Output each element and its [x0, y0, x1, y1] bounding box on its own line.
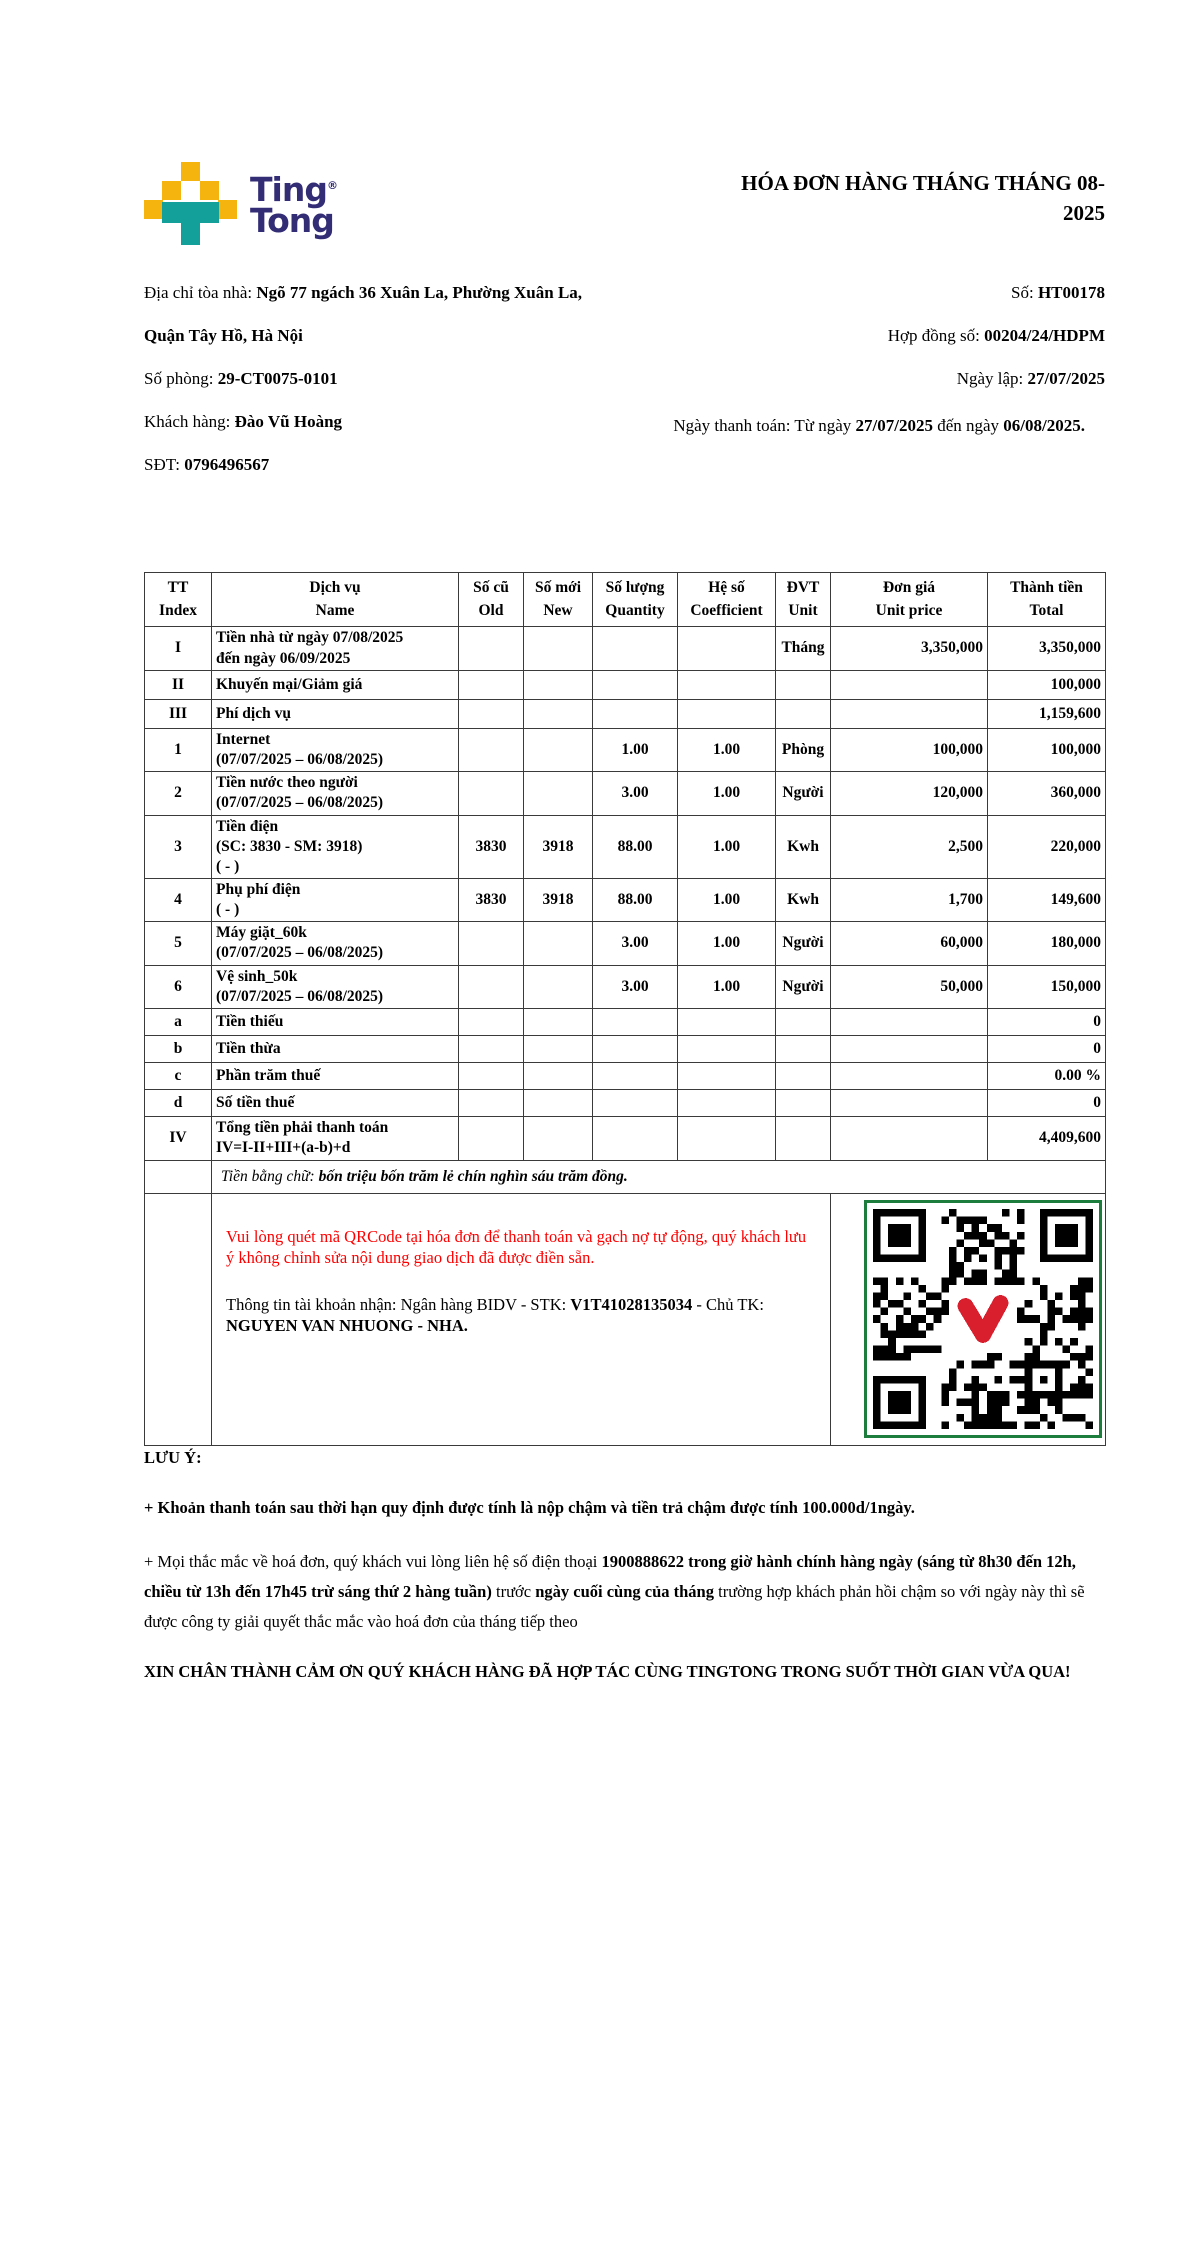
- cell: c: [145, 1062, 212, 1089]
- table-row: [145, 965, 1106, 1008]
- cell: 1.00: [678, 772, 776, 815]
- cell: 6: [145, 965, 212, 1008]
- cell: [776, 1062, 831, 1089]
- cell: [524, 627, 593, 671]
- qr-instruction-text: Vui lòng quét mã QRCode tại hóa đơn để thanh toán và gạch nợ tự động, quý khách lưu ý không chỉnh sửa nội dung giao dịch đã được điền sẵn.: [226, 1226, 807, 1268]
- cell: [524, 1089, 593, 1116]
- cell: Người: [776, 772, 831, 815]
- cell: [593, 627, 678, 671]
- room-line: Số phòng: 29-CT0075-0101: [144, 369, 338, 388]
- cell: [678, 700, 776, 729]
- cell: 3918: [524, 878, 593, 921]
- cell: [145, 1160, 212, 1193]
- cell: [776, 671, 831, 700]
- cell: [459, 671, 524, 700]
- cell: [831, 1035, 988, 1062]
- cell: IV: [145, 1116, 212, 1160]
- cell: [459, 1008, 524, 1035]
- cell: Vệ sinh_50k (07/07/2025 – 06/08/2025): [212, 965, 459, 1008]
- cell: 1,700: [831, 878, 988, 921]
- table-row: [145, 1008, 1106, 1035]
- cell: 0: [988, 1089, 1106, 1116]
- cell: 88.00: [593, 878, 678, 921]
- cell: [678, 1008, 776, 1035]
- table-row: [145, 772, 1106, 815]
- cell: 50,000: [831, 965, 988, 1008]
- cell: Tổng tiền phải thanh toán IV=I-II+III+(a-b)+d: [212, 1116, 459, 1160]
- header-cell: ĐVT Unit: [776, 573, 831, 627]
- cell: Phí dịch vụ: [212, 700, 459, 729]
- cell: [145, 1193, 212, 1445]
- cell: 1.00: [593, 729, 678, 772]
- cell: 3,350,000: [988, 627, 1106, 671]
- cell: Tiền nước theo người (07/07/2025 – 06/08/2025): [212, 772, 459, 815]
- cell: [831, 1062, 988, 1089]
- cell: [831, 1116, 988, 1160]
- cell: Tiền thừa: [212, 1035, 459, 1062]
- header-cell: Số cũ Old: [459, 573, 524, 627]
- cell: [593, 1062, 678, 1089]
- brand-word-tong: Tong: [250, 201, 334, 241]
- cell: [524, 772, 593, 815]
- cell: [678, 1089, 776, 1116]
- cell: [459, 729, 524, 772]
- cell: [831, 1008, 988, 1035]
- cell: [678, 1035, 776, 1062]
- cell: [831, 700, 988, 729]
- qr-row: [145, 1193, 1106, 1445]
- cell: 120,000: [831, 772, 988, 815]
- brand-logo: [144, 160, 338, 252]
- cell: [776, 1116, 831, 1160]
- cell: 4: [145, 878, 212, 921]
- cell: 1.00: [678, 815, 776, 878]
- invoice-title: [545, 168, 1105, 229]
- cell: 1.00: [678, 965, 776, 1008]
- cell: 100,000: [988, 671, 1106, 700]
- cell: [593, 700, 678, 729]
- cell: [524, 1008, 593, 1035]
- cell: 0: [988, 1035, 1106, 1062]
- brand-logo-text: [250, 170, 338, 241]
- cell: I: [145, 627, 212, 671]
- cell: Khuyến mại/Giảm giá: [212, 671, 459, 700]
- hotline-note: + Mọi thắc mắc về hoá đơn, quý khách vui lòng liên hệ số điện thoại 1900888622 trong giờ hành chính hàng ngày (sáng từ 8h30 đến 12h, chiều từ 13h đến 17h45 trừ sáng thứ 2 hàng tuần) trước ngày cuối cùng của tháng trường hợp khách phản hồi chậm so với ngày này thì sẽ được công ty giải quyết thắc mắc vào hoá đơn của tháng tiếp theo: [144, 1551, 1085, 1631]
- qr-instructions-cell: [212, 1193, 831, 1445]
- cell: 100,000: [831, 729, 988, 772]
- cell: 0: [988, 1008, 1106, 1035]
- cell: 3830: [459, 815, 524, 878]
- meta-left-column: [144, 280, 624, 495]
- invoice-title-line2: 2025: [1063, 201, 1105, 226]
- invoice-table: [144, 572, 1106, 1446]
- cell: b: [145, 1035, 212, 1062]
- cell: Người: [776, 922, 831, 965]
- cell: 1.00: [678, 729, 776, 772]
- cell: [831, 1089, 988, 1116]
- table-row: [145, 729, 1106, 772]
- cell: 3: [145, 815, 212, 878]
- cell: [524, 1116, 593, 1160]
- header-cell: Đơn giá Unit price: [831, 573, 988, 627]
- contract-line: Hợp đồng số: 00204/24/HDPM: [887, 326, 1105, 345]
- footer-notes: [144, 1448, 1105, 1684]
- invoice-meta: [144, 280, 1105, 495]
- cell: [593, 1035, 678, 1062]
- meta-right-column: [645, 280, 1105, 495]
- table-header-row: [145, 573, 1106, 627]
- cell: 3.00: [593, 772, 678, 815]
- cell: 150,000: [988, 965, 1106, 1008]
- address-line2: Quận Tây Hồ, Hà Nội: [144, 326, 303, 345]
- cell: [593, 1008, 678, 1035]
- cell: [678, 627, 776, 671]
- cell: [524, 922, 593, 965]
- cell: [678, 1062, 776, 1089]
- invoice-title-line1: HÓA ĐƠN HÀNG THÁNG THÁNG 08-: [741, 171, 1105, 195]
- amount-in-words-row: [145, 1160, 1106, 1193]
- amount-words-label: Tiền bằng chữ:: [221, 1167, 319, 1185]
- phone-line: SĐT: 0796496567: [144, 455, 270, 474]
- cell: 1: [145, 729, 212, 772]
- cell: 1.00: [678, 922, 776, 965]
- table-row: [145, 815, 1106, 878]
- cell: [776, 1008, 831, 1035]
- cell: Kwh: [776, 878, 831, 921]
- cell: 180,000: [988, 922, 1106, 965]
- cell: [524, 729, 593, 772]
- table-row: [145, 878, 1106, 921]
- cell: [459, 922, 524, 965]
- cell: Kwh: [776, 815, 831, 878]
- cell: [524, 1062, 593, 1089]
- header-cell: Số lượng Quantity: [593, 573, 678, 627]
- cell: 1.00: [678, 878, 776, 921]
- cell: 88.00: [593, 815, 678, 878]
- cell: Số tiền thuế: [212, 1089, 459, 1116]
- cell: [593, 1116, 678, 1160]
- table-row: [145, 627, 1106, 671]
- cell: Tiền thiếu: [212, 1008, 459, 1035]
- header-cell: Số mới New: [524, 573, 593, 627]
- qr-code-icon: [864, 1200, 1102, 1438]
- cell: Tháng: [776, 627, 831, 671]
- cell: [459, 627, 524, 671]
- table-row: [145, 671, 1106, 700]
- table-row: [145, 700, 1106, 729]
- cell: [459, 700, 524, 729]
- cell: Người: [776, 965, 831, 1008]
- cell: Phụ phí điện ( - ): [212, 878, 459, 921]
- late-payment-note: + Khoản thanh toán sau thời hạn quy định được tính là nộp chậm và tiền trả chậm được tính 100.000d/1ngày.: [144, 1498, 915, 1517]
- cell: [524, 1035, 593, 1062]
- header-cell: Dịch vụ Name: [212, 573, 459, 627]
- cell: 3.00: [593, 922, 678, 965]
- cell: [459, 1116, 524, 1160]
- cell: [459, 1089, 524, 1116]
- table-row: [145, 1116, 1106, 1160]
- issue-date-line: Ngày lập: 27/07/2025: [956, 369, 1105, 388]
- cell: [593, 1089, 678, 1116]
- table-row: [145, 1089, 1106, 1116]
- cell: 1,159,600: [988, 700, 1106, 729]
- cell: 2: [145, 772, 212, 815]
- cell: II: [145, 671, 212, 700]
- table-row: [145, 1035, 1106, 1062]
- invoice-table-body: [145, 627, 1106, 1161]
- registered-mark: ®: [326, 179, 338, 192]
- cell: [776, 1035, 831, 1062]
- cell: Tiền nhà từ ngày 07/08/2025 đến ngày 06/09/2025: [212, 627, 459, 671]
- note-title: LƯU Ý:: [144, 1448, 202, 1467]
- cell: [459, 1035, 524, 1062]
- cell: Internet (07/07/2025 – 06/08/2025): [212, 729, 459, 772]
- cell: [524, 965, 593, 1008]
- cell: Phần trăm thuế: [212, 1062, 459, 1089]
- cell: 3918: [524, 815, 593, 878]
- header-cell: Hệ số Coefficient: [678, 573, 776, 627]
- cell: [831, 671, 988, 700]
- cell: 220,000: [988, 815, 1106, 878]
- payment-period-line: Ngày thanh toán: Từ ngày 27/07/2025 đến ngày 06/08/2025.: [673, 416, 1085, 435]
- qr-code-cell: [831, 1193, 1106, 1445]
- cell: Máy giặt_60k (07/07/2025 – 06/08/2025): [212, 922, 459, 965]
- customer-line: Khách hàng: Đào Vũ Hoàng: [144, 412, 343, 431]
- brand-word-ting: Ting: [250, 170, 327, 209]
- cell: 2,500: [831, 815, 988, 878]
- invoice-number-line: Số: HT00178: [1011, 283, 1105, 302]
- amount-words-value: bốn triệu bốn trăm lẻ chín nghìn sáu trăm đồng.: [318, 1167, 628, 1185]
- cell: d: [145, 1089, 212, 1116]
- cell: 60,000: [831, 922, 988, 965]
- cell: III: [145, 700, 212, 729]
- cell: [678, 1116, 776, 1160]
- cell: 3830: [459, 878, 524, 921]
- cell: [459, 1062, 524, 1089]
- cell: [776, 700, 831, 729]
- cell: 360,000: [988, 772, 1106, 815]
- cell: 3.00: [593, 965, 678, 1008]
- cell: [524, 671, 593, 700]
- header-cell: Thành tiền Total: [988, 573, 1106, 627]
- thanks-note: XIN CHÂN THÀNH CẢM ƠN QUÝ KHÁCH HÀNG ĐÃ HỢP TÁC CÙNG TINGTONG TRONG SUỐT THỜI GIAN VỪA QUA!: [144, 1661, 1071, 1681]
- cell: [459, 965, 524, 1008]
- cell: 0.00 %: [988, 1062, 1106, 1089]
- address-line: Địa chỉ tòa nhà: Ngõ 77 ngách 36 Xuân La, Phường Xuân La,: [144, 283, 583, 302]
- cell: [524, 700, 593, 729]
- header-cell: TT Index: [145, 573, 212, 627]
- cell: [459, 772, 524, 815]
- amount-in-words-cell: [212, 1160, 1106, 1193]
- cell: 100,000: [988, 729, 1106, 772]
- tingtong-logo-icon: [144, 160, 236, 252]
- cell: [776, 1089, 831, 1116]
- bank-account-text: Thông tin tài khoản nhận: Ngân hàng BIDV - STK: V1T41028135034 - Chủ TK: NGUYEN VAN NHUONG - NHA.: [226, 1294, 764, 1336]
- cell: a: [145, 1008, 212, 1035]
- table-row: [145, 1062, 1106, 1089]
- cell: [678, 671, 776, 700]
- cell: 5: [145, 922, 212, 965]
- cell: [593, 671, 678, 700]
- cell: Phòng: [776, 729, 831, 772]
- cell: 3,350,000: [831, 627, 988, 671]
- cell: 4,409,600: [988, 1116, 1106, 1160]
- cell: Tiền điện (SC: 3830 - SM: 3918) ( - ): [212, 815, 459, 878]
- cell: 149,600: [988, 878, 1106, 921]
- table-row: [145, 922, 1106, 965]
